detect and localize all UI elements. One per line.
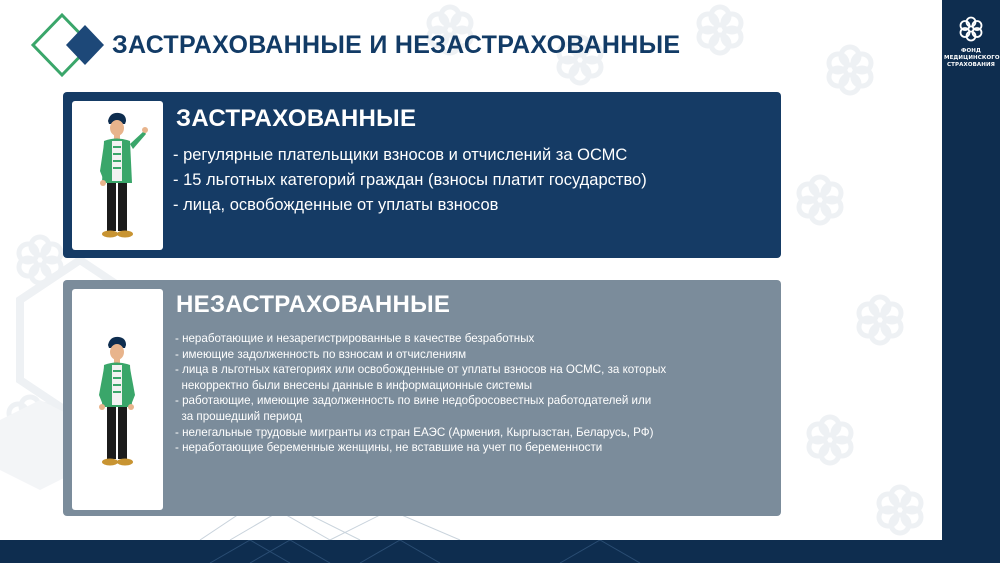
insured-heading: ЗАСТРАХОВАННЫЕ xyxy=(176,105,417,132)
list-item: - регулярные плательщики взносов и отчислений за ОСМС xyxy=(173,146,628,164)
insured-card xyxy=(63,92,781,258)
title-diamond-icon xyxy=(30,12,110,78)
fund-flower-logo-icon xyxy=(956,14,986,44)
list-item: - лица в льготных категориях или освобожденные от уплаты взносов на ОСМС, за которых xyxy=(175,363,667,377)
logo-line: ФОНД xyxy=(960,48,982,54)
uninsured-person-image xyxy=(72,289,163,510)
logo-line: МЕДИЦИНСКОГО xyxy=(944,55,1000,61)
uninsured-heading: НЕЗАСТРАХОВАННЫЕ xyxy=(176,291,451,318)
bottom-pattern xyxy=(0,540,942,563)
fund-logo xyxy=(944,14,998,69)
list-item: за прошедший период xyxy=(175,409,302,423)
uninsured-list xyxy=(175,331,775,456)
insured-list xyxy=(173,143,773,218)
list-item: - 15 льготных категорий граждан (взносы платит государство) xyxy=(173,171,647,189)
bottom-strip xyxy=(0,540,942,563)
list-item: - неработающие беременные женщины, не вставшие на учет по беременности xyxy=(175,441,603,455)
list-item: - работающие, имеющие задолженность по вине недобросовестных работодателей или xyxy=(175,394,652,408)
man-pointing-icon xyxy=(72,101,163,250)
page-title: ЗАСТРАХОВАННЫЕ И НЕЗАСТРАХОВАННЫЕ xyxy=(112,31,681,59)
list-item: - неработающие и незарегистрированные в качестве безработных xyxy=(175,332,535,345)
logo-line: СТРАХОВАНИЯ xyxy=(947,62,995,68)
list-item: - имеющие задолженность по взносам и отчислениям xyxy=(175,347,467,361)
insured-person-image xyxy=(72,101,163,250)
uninsured-card xyxy=(63,280,781,516)
list-item: - лица, освобожденные от уплаты взносов xyxy=(173,196,499,214)
list-item: некорректно были внесены данные в информационные системы xyxy=(175,378,533,392)
list-item: - нелегальные трудовые мигранты из стран ЕАЭС (Армения, Кыргызстан, Беларусь, РФ) xyxy=(175,425,654,439)
sidebar xyxy=(942,0,1000,563)
logo-text xyxy=(944,48,998,69)
man-standing-icon xyxy=(72,289,163,510)
